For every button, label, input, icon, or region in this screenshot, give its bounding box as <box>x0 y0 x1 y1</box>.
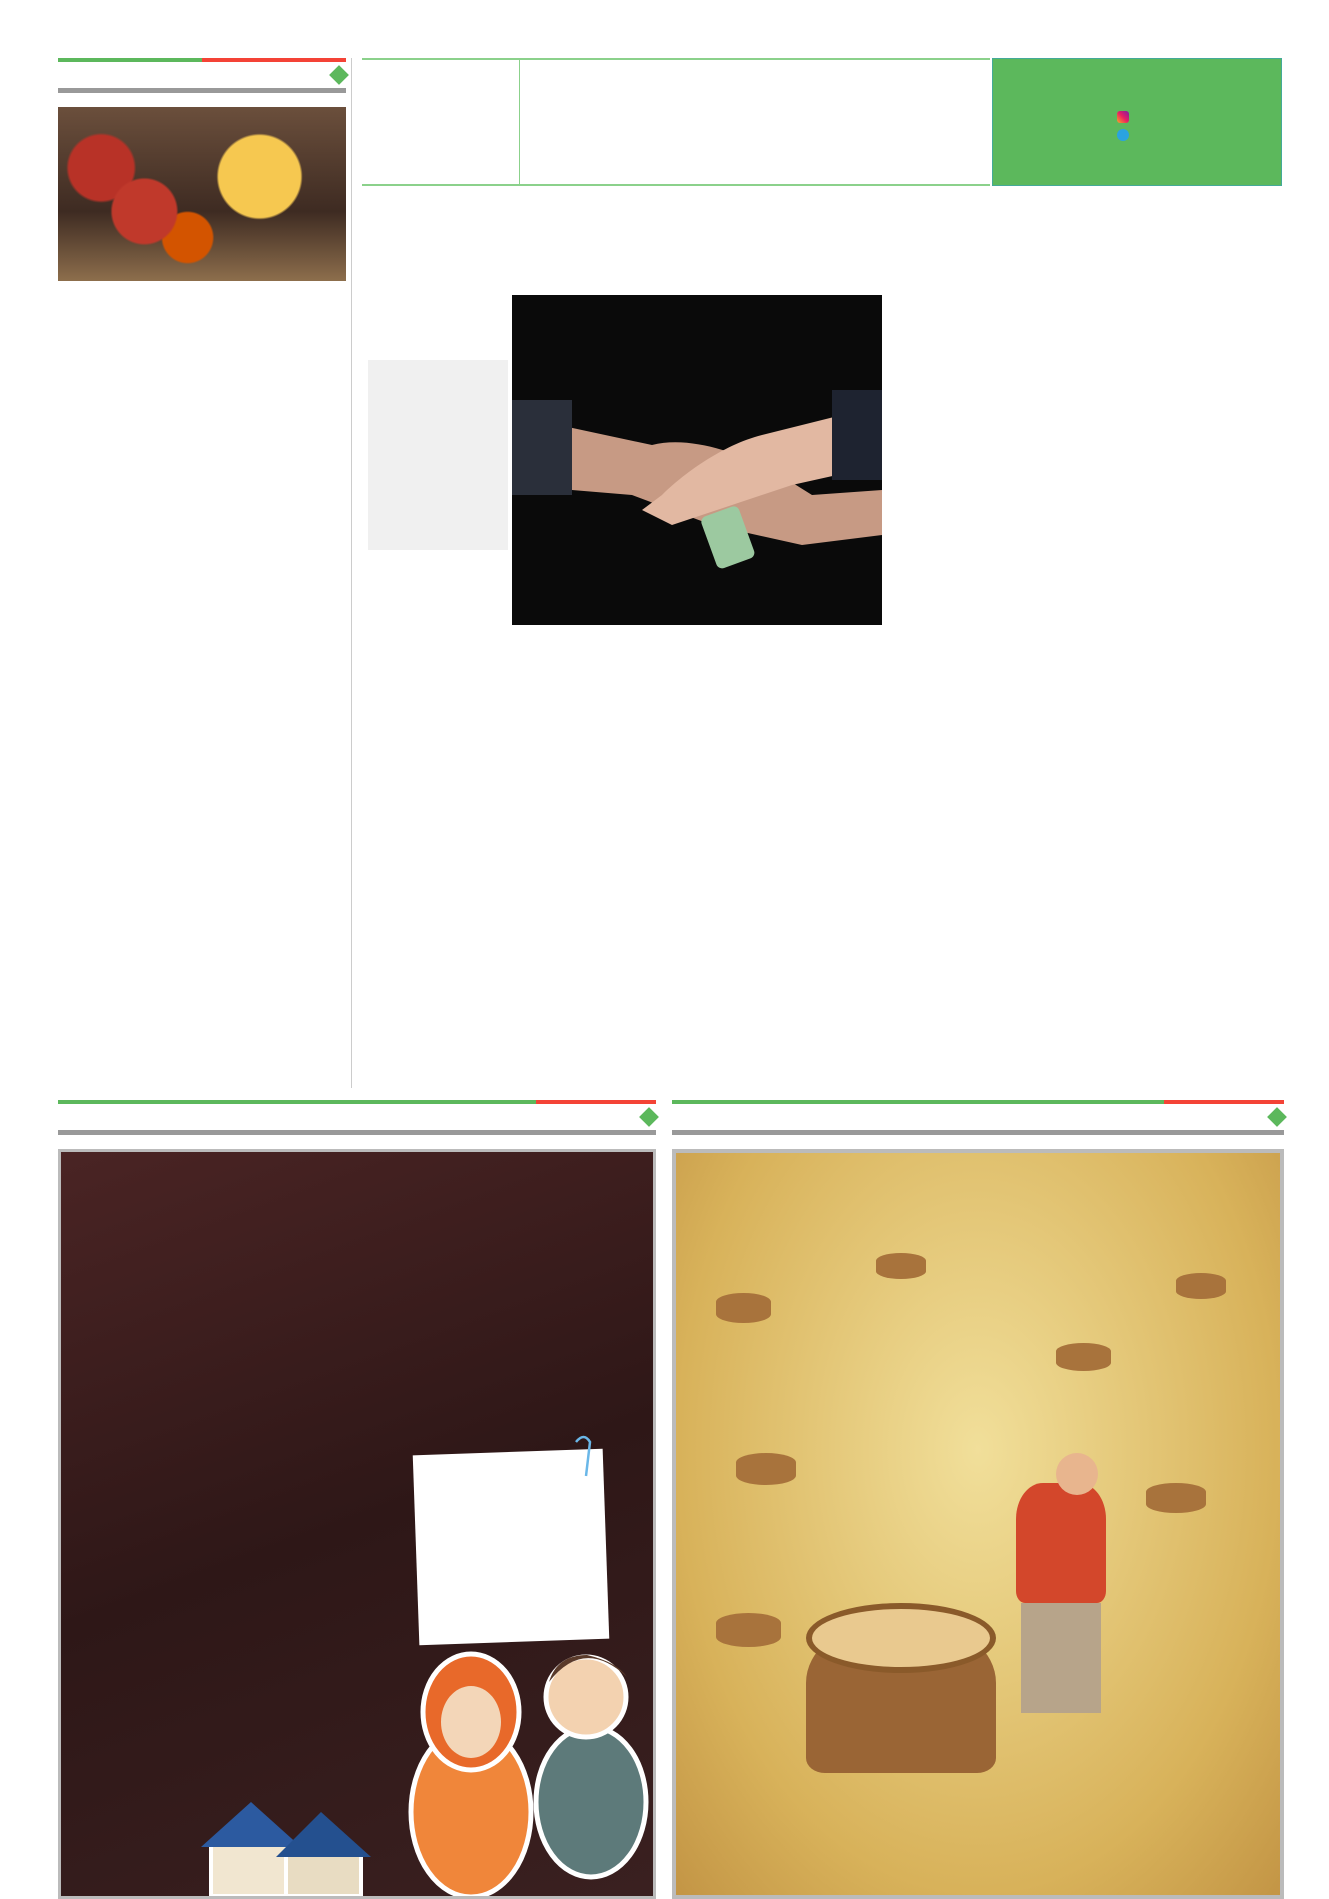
article-column-3 <box>700 636 880 1086</box>
old-man-legs <box>1021 1603 1101 1713</box>
couple-cartoon <box>411 1654 646 1896</box>
tree-stump-cartoon <box>676 1153 1280 1895</box>
grey-rule <box>672 1130 1284 1135</box>
grey-rule <box>58 1130 656 1135</box>
column-divider <box>351 58 352 1088</box>
telegram-icon <box>1117 129 1129 141</box>
instagram-icon <box>1117 111 1129 123</box>
infographic-frame <box>58 1149 656 1899</box>
section-color-bar <box>672 1100 1284 1104</box>
apple-vinegar-photo <box>58 107 346 281</box>
article-column-4 <box>512 636 690 1086</box>
issue-info <box>362 58 520 186</box>
grey-rule <box>58 88 346 93</box>
social-links <box>1113 111 1129 147</box>
comic-frame <box>672 1149 1284 1899</box>
old-man-head <box>1056 1453 1098 1495</box>
diamond-icon <box>1267 1107 1287 1127</box>
old-man-figure <box>1016 1483 1106 1603</box>
stump-rings <box>806 1603 996 1673</box>
article-column-2 <box>890 296 1080 1086</box>
infographic-section <box>58 1100 656 1899</box>
article-column-1 <box>1092 296 1280 1086</box>
handshake-money-photo <box>512 295 882 625</box>
handshake-illustration <box>512 295 882 625</box>
masthead <box>992 58 1282 186</box>
comic-section <box>672 1100 1284 1899</box>
diamond-icon <box>639 1107 659 1127</box>
comic-heading-row <box>672 1110 1284 1124</box>
section-color-bar <box>58 1100 656 1104</box>
section-color-bar <box>58 58 346 62</box>
pull-quote <box>368 360 508 550</box>
publisher-info <box>520 58 990 186</box>
diamond-icon <box>329 65 349 85</box>
divorce-chart <box>61 1152 653 1896</box>
callout-text-wrap <box>423 1470 599 1635</box>
section-heading <box>58 68 346 82</box>
section-heading <box>58 1110 656 1124</box>
houses-cartoon <box>201 1802 371 1896</box>
section-heading <box>1260 1110 1284 1124</box>
divorce-rate-bar-chart <box>61 1152 653 1896</box>
better-life-section <box>58 58 346 287</box>
